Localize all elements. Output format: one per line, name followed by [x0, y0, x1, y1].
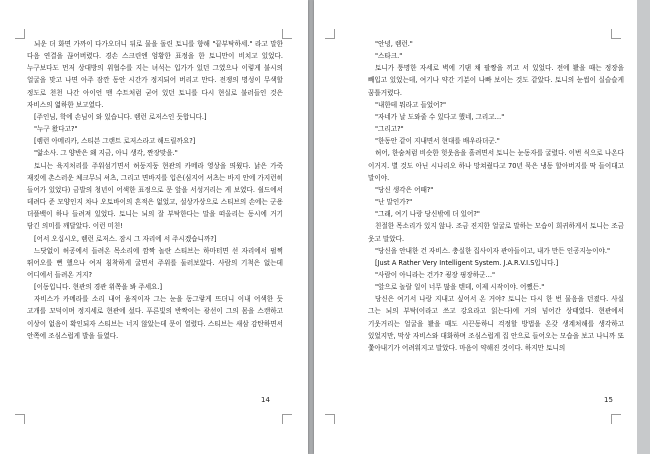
- paragraph: "앞으로 놀랄 일이 너무 많을 텐데, 이제 시작이야. 어쨌든.": [375, 283, 545, 292]
- paragraph: 당신은 여기서 나랑 지내고 싶어서 온 거야? 토니는 다시 한 번 물음을 던졌다. 사실 그는 뇌의 부탁(이라고 쓰고 강요라고 읽는다)에 거의 넘어간 상태였다. 현관에서 기웃거리는 얼굴을 봤을 때도 시끈동하니 걱정할 방법을 온갖 생계처해를 생각하고 있었지만, 막상 자비스와 대화하며 조심스럽게 집 안으로 들어오는 모습을 보고 나니까 또 쫓아내기가 어려워지고 말았다. 마음이 약해진 것이다. 하지만 토니의: [368, 295, 624, 352]
- paragraph: [렘런 아메리카, 스티븐 그랜트 로저스라고 해드릴까요?]: [34, 137, 196, 146]
- right-page: [314, 0, 637, 454]
- paragraph: "내한테 뭐라고 들었어?": [375, 100, 447, 109]
- paragraph: "한동안 같이 지내면서 현대를 배우라더군.": [375, 137, 500, 146]
- paragraph: "자네가 날 도와줄 수 있다고 했네, 그리고…": [375, 112, 505, 121]
- paragraph: [이동입니다. 현관의 경관 위쪽을 봐 주세요.]: [34, 283, 163, 292]
- paragraph: 느닷없이 허공에서 들려온 목소리에 깜짝 놀란 스티브는 하마터면 선 자리에서 펄쩍 뛰어오를 뻔 했으나 여저 침착하게 굴면서 주위를 둘러보았다. 사람의 기척은 없는데 어디에서 들려온 거지?: [27, 246, 283, 279]
- paragraph: [어서 오십시오, 렘런 로저스. 잠시 그 자리에 서 주시겠습니까?]: [34, 234, 217, 243]
- paragraph: "누구 왔다고?": [34, 125, 78, 134]
- left-page: [0, 0, 308, 454]
- paragraph: [주인님, 학에 손님이 와 있습니다. 렘런 로저스인 듯합니다.]: [34, 112, 207, 121]
- paragraph: "스타크.": [375, 52, 403, 61]
- paragraph: "그리고?": [375, 125, 404, 134]
- paragraph: 토니가 퉁명한 자세로 벽에 기댄 채 팔짱을 끼고 서 있었다. 전에 봤을 때는 정장을 빼입고 있었는데, 여기나 약간 기분이 나빠 보이는 것도 같았다. 토니의 눈썹이 실슬슬게 꿈틀거렸다.: [368, 64, 624, 97]
- crop-mark-bottom-right: [282, 414, 292, 424]
- paragraph: "그래, 여기 나랑 당신밖에 더 있어?": [375, 210, 480, 219]
- paragraph: [Just A Rather Very Intelligent System. J.A.R.V.I.S입니다.]: [375, 258, 559, 267]
- crop-mark-bottom-right: [611, 414, 621, 424]
- crop-mark-bottom-left: [15, 414, 25, 424]
- paragraph: "난 말인가?": [375, 198, 413, 207]
- paragraph: 허어, 한숨처럼 비슷한 헛웃음을 흘려면서 토니는 눈동자를 굴렸다. 이번 식으로 나온다 이거지. 별 것도 아닌 시나리오 하나 망쳐줬다고 70년 묵은 냉동 할아버지를 딱 들이대고 말이야.: [368, 149, 624, 182]
- crop-mark-top-right: [282, 29, 292, 39]
- crop-mark-bottom-left: [325, 414, 335, 424]
- left-page-body: [27, 38, 283, 376]
- paragraph: "안녕, 렘런.": [375, 40, 413, 48]
- crop-mark-top-left: [15, 29, 25, 39]
- paragraph: "사람이 아니라는 건가? 굉장 핑장하군…": [375, 270, 496, 279]
- paragraph: 뇌운 더 화면 가까이 다가오더니 뒤로 물을 돌린 토니를 향해 "끝부탁하세." 라고 말한 다음 연결을 끊어버렸다. 경손 스크린엔 엄황한 표정을 한 토니만이 비치고 있었다. 누구보다도 먼저 상대방의 위협수를 지는 녀석는 입가가 있던 그였으나 이렇게 불시의 얼굴을 맞고 나면 아주 잠깐 동안 시간가 정지되어 버리고 만다. 전쟁의 명성이 무색할 정도로 천천 나간 아이언 맨 수트처럼 굳어 있던 토니를 다시 현실로 불러들인 것은 자비스의 엷하한 보고였다.: [27, 40, 283, 109]
- page-number: 15: [604, 396, 613, 404]
- paragraph: "당신을 안내한 건 자비스. 충실한 집사이자 관아들이고, 내가 만든 인공지능이야.": [375, 246, 611, 255]
- paragraph: 토니는 육지처리를 주워섬기면서 허둥지둥 현관의 카메라 영상을 띄웠다. 낡은 가죽 재킷에 촌스러운 체크무늬 셔츠, 그리고 면바지를 입은(심지어 셔츠는 바지 안에 가지런히 들어가 있었다) 금발의 청년이 어색한 표정으로 문 앞을 서성거리는 게 보였다. 쉴드에서 데려다 준 모양인지 차나 오토바이의 흔적은 없었고, 설상가상으로 스티브의 손에는 군용 더플백이 하나 들려져 있었다. 토니는 뇌의 잘 부탁한다는 말을 떠올리는 동시에 거기 담긴 의미를 깨달았다. 이런 미친!: [27, 161, 283, 231]
- paragraph: 자비스가 카메라를 소리 내어 움직이자 그는 눈을 동그랗게 뜨더니 이내 어색한 듯 고개를 꼬덕이며 정지세로 현관에 섰다. 푸른빛의 반짝이는 광선이 그의 몸을 스캔하고 이상이 없음이 확인되자 스티브는 너지 않았는데 문이 열렸다. 스티브는 새삼 감탄하면서 안쪽에 조심스럽게 발을 들였다.: [27, 295, 283, 340]
- paragraph: "앎소사. 그 양반은 왜 지금, 아니 생각, 짠장맞을.": [34, 149, 178, 158]
- right-page-body: [368, 38, 624, 376]
- paragraph: "당신 생각은 어때?": [375, 185, 434, 194]
- vertical-scrollbar[interactable]: [637, 0, 650, 454]
- page-number: 14: [261, 396, 270, 404]
- paragraph: 친절한 목소리가 있지 않나. 조금 진지한 얼굴로 말하는 모습이 희귀하게서 토니는 조금 웃고 말았다.: [368, 222, 624, 243]
- crop-mark-top-left: [325, 29, 335, 39]
